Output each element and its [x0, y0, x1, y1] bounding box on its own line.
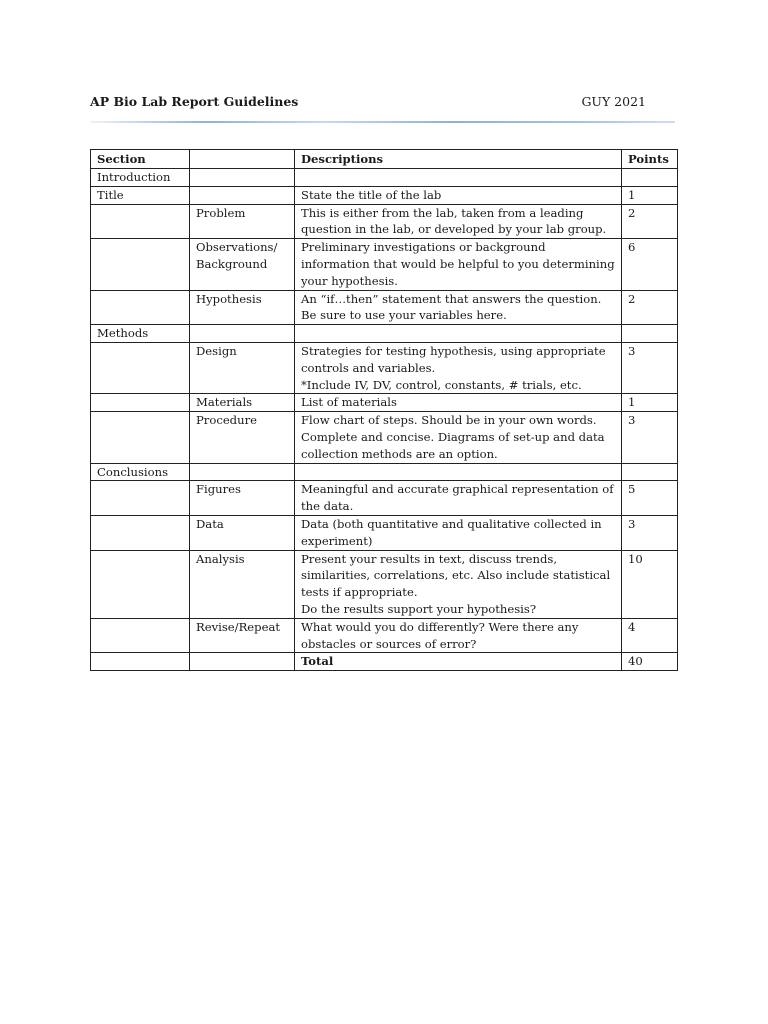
- page-header: [90, 94, 646, 112]
- description-cell: State the title of the lab: [295, 186, 622, 204]
- subsection-cell: Materials: [190, 394, 295, 412]
- table-header-row: [91, 150, 678, 169]
- section-cell: Methods: [91, 325, 190, 343]
- column-header-subsection: [190, 150, 295, 169]
- subsection-cell: Problem: [190, 204, 295, 239]
- subsection-cell: [190, 325, 295, 343]
- subsection-cell: Analysis: [190, 550, 295, 618]
- column-header-descriptions: Descriptions: [295, 150, 622, 169]
- description-cell: Meaningful and accurate graphical representation of the data.: [295, 481, 622, 516]
- description-cell: Preliminary investigations or background information that would be helpful to you determining your hypothesis.: [295, 239, 622, 290]
- table-row: [91, 239, 678, 290]
- description-cell: This is either from the lab, taken from a leading question in the lab, or developed by your lab group.: [295, 204, 622, 239]
- points-cell: [622, 325, 678, 343]
- points-cell: [622, 169, 678, 187]
- description-cell: List of materials: [295, 394, 622, 412]
- subsection-cell: [190, 463, 295, 481]
- points-cell: 1: [622, 186, 678, 204]
- total-label: Total: [295, 653, 622, 671]
- points-cell: [622, 463, 678, 481]
- rubric-table: [90, 149, 678, 671]
- table-row: [91, 463, 678, 481]
- points-cell: 2: [622, 204, 678, 239]
- section-cell: Introduction: [91, 169, 190, 187]
- section-cell: [91, 342, 190, 393]
- column-header-section: Section: [91, 150, 190, 169]
- table-row: [91, 515, 678, 550]
- table-row: [91, 394, 678, 412]
- section-cell: Title: [91, 186, 190, 204]
- section-cell: [91, 515, 190, 550]
- points-cell: 5: [622, 481, 678, 516]
- points-cell: 1: [622, 394, 678, 412]
- section-cell: [91, 550, 190, 618]
- description-cell: Strategies for testing hypothesis, using appropriate controls and variables. *Include IV, DV, control, constants, # trials, etc.: [295, 342, 622, 393]
- section-cell: [91, 290, 190, 325]
- points-cell: 10: [622, 550, 678, 618]
- description-cell: Flow chart of steps. Should be in your own words. Complete and concise. Diagrams of set-up and data collection methods are an option.: [295, 412, 622, 463]
- table-row: [91, 481, 678, 516]
- section-cell: [91, 481, 190, 516]
- table-row: [91, 325, 678, 343]
- table-row: [91, 550, 678, 618]
- points-cell: 3: [622, 342, 678, 393]
- table-row: [91, 412, 678, 463]
- subsection-cell: Figures: [190, 481, 295, 516]
- section-cell: [91, 239, 190, 290]
- total-points: 40: [622, 653, 678, 671]
- subsection-cell: Observations/ Background: [190, 239, 295, 290]
- column-header-points: Points: [622, 150, 678, 169]
- table-row: [91, 169, 678, 187]
- table-total-row: [91, 653, 678, 671]
- subsection-cell: [190, 169, 295, 187]
- subsection-cell: Data: [190, 515, 295, 550]
- subsection-cell: Procedure: [190, 412, 295, 463]
- description-cell: [295, 169, 622, 187]
- subsection-cell: Design: [190, 342, 295, 393]
- table-row: [91, 290, 678, 325]
- description-cell: [295, 463, 622, 481]
- header-divider: [90, 121, 675, 123]
- description-cell: [295, 325, 622, 343]
- table-row: [91, 186, 678, 204]
- subsection-cell: Revise/Repeat: [190, 618, 295, 653]
- table-row: [91, 342, 678, 393]
- subsection-cell: [190, 186, 295, 204]
- description-cell: What would you do differently? Were there any obstacles or sources of error?: [295, 618, 622, 653]
- description-cell: Data (both quantitative and qualitative collected in experiment): [295, 515, 622, 550]
- table-row: [91, 204, 678, 239]
- subsection-cell: Hypothesis: [190, 290, 295, 325]
- points-cell: 6: [622, 239, 678, 290]
- section-cell: [91, 412, 190, 463]
- points-cell: 3: [622, 515, 678, 550]
- section-cell: [91, 618, 190, 653]
- description-cell: An “if…then” statement that answers the question. Be sure to use your variables here.: [295, 290, 622, 325]
- total-empty-cell: [190, 653, 295, 671]
- points-cell: 3: [622, 412, 678, 463]
- section-cell: [91, 394, 190, 412]
- section-cell: [91, 204, 190, 239]
- points-cell: 4: [622, 618, 678, 653]
- total-empty-cell: [91, 653, 190, 671]
- description-cell: Present your results in text, discuss trends, similarities, correlations, etc. Also include statistical tests if appropriate. Do the results support your hypothesis?: [295, 550, 622, 618]
- points-cell: 2: [622, 290, 678, 325]
- section-cell: Conclusions: [91, 463, 190, 481]
- document-title: AP Bio Lab Report Guidelines: [90, 94, 299, 109]
- document-tag: GUY 2021: [581, 94, 646, 109]
- table-row: [91, 618, 678, 653]
